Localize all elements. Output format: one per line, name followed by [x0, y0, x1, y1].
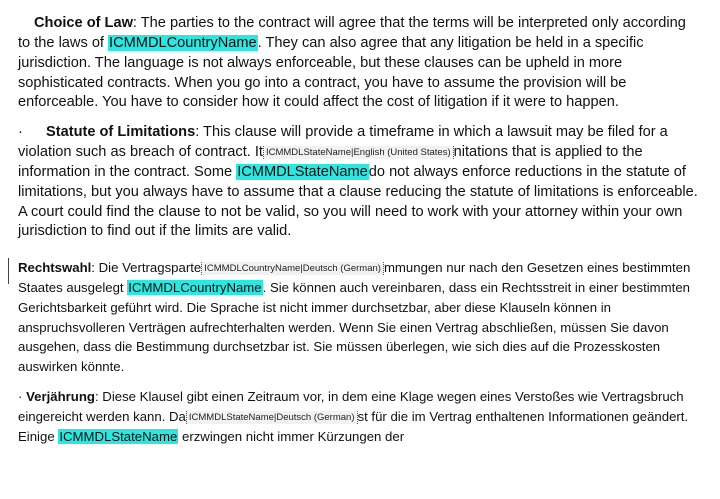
german-translation-block [18, 258, 702, 446]
field-code-chip-statename-de[interactable]: ICMMDLStateName|Deutsch (German) [186, 411, 358, 424]
rechtswahl-text-before: : Die Vertragsparte [91, 260, 202, 276]
rechtswahl-text-after: . Sie können auch vereinbaren, dass ein Rechtsstreit in einer bestimmten Gerichtsbarkeit geführt wird. Die Sprache ist nicht immer durchsetzbar, aber diese Klauseln können in anspruchsvolleren Verträgen aufrechterhalten werden. Wenn Sie einen Vertrag abschließen, müssen Sie davon ausgehen, dass die Bestimmung durchsetzbar ist. Sie müssen überlegen, wie sich dies auf die Prozesskosten auswirken könnte. [18, 280, 690, 375]
statute-text-after: do not always enforce reductions in the statute of limitations, but you always have to assume that a clause reducing the statute of limitations is enforceable. A court could find the clause to not be valid, so you will need to work with your attorney within your own jurisdiction to find out if the limits are valid. [18, 163, 698, 240]
rechtswahl-text-mid: mmungen nur nach den Gesetzen eines bestimmten Staates ausgelegt [18, 260, 691, 296]
heading-verjaehrung: Verjährung [26, 389, 95, 405]
heading-rechtswahl: Rechtswahl [18, 260, 92, 276]
field-country-name-2[interactable]: ICMMDLCountryName [128, 280, 262, 296]
paragraph-rechtswahl [18, 258, 702, 377]
field-code-chip-statename-en[interactable]: ICMMDLStateName|English (United States) [263, 146, 454, 159]
choice-of-law-text-before: : The parties to the contract will agree that the terms will be interpreted only according to the laws of [18, 15, 686, 51]
verjaehrung-text-mid: st für die im Vertrag enthaltenen Informationen geändert. Einige [18, 408, 689, 444]
bullet-marker-de: · [18, 389, 23, 405]
statute-text-before: : This clause will provide a timeframe in which a lawsuit may be filed for a violation such as breach of contract. It [18, 124, 668, 161]
verjaehrung-text-before: : Diese Klausel gibt einen Zeitraum vor, in dem eine Klage wegen eines Verstoßes wie Vertragsbruch eingereicht werden kann. Da [18, 389, 684, 424]
field-state-name-2[interactable]: ICMMDLStateName [59, 428, 178, 444]
choice-of-law-text-after: . They can also agree that any litigation be held in a specific jurisdiction. The language is not always enforceable, but these clauses can be upheld in more sophisticated contracts. When you go into a contract, you have to assume the provision will be enforceable. You have to consider how it could affect the cost of litigation if it were to happen. [18, 34, 644, 111]
field-state-name-1[interactable]: ICMMDLStateName [237, 163, 368, 180]
bullet-marker-en: · [18, 124, 23, 141]
statute-text-mid: nitations that is applied to the information in the contract. Some [18, 144, 643, 180]
field-country-name-1[interactable]: ICMMDLCountryName [109, 34, 257, 51]
heading-choice-of-law: Choice of Law [34, 15, 133, 31]
paragraph-verjaehrung [18, 387, 702, 446]
paragraph-statute-of-limitations [18, 123, 702, 242]
field-code-chip-countryname-de[interactable]: ICMMDLCountryName|Deutsch (German) [201, 262, 384, 275]
heading-statute-of-limitations: Statute of Limitations [46, 124, 196, 141]
paragraph-choice-of-law [18, 14, 702, 113]
change-bar-marker [8, 258, 9, 284]
verjaehrung-text-after: erzwingen nicht immer Kürzungen der [178, 428, 405, 444]
